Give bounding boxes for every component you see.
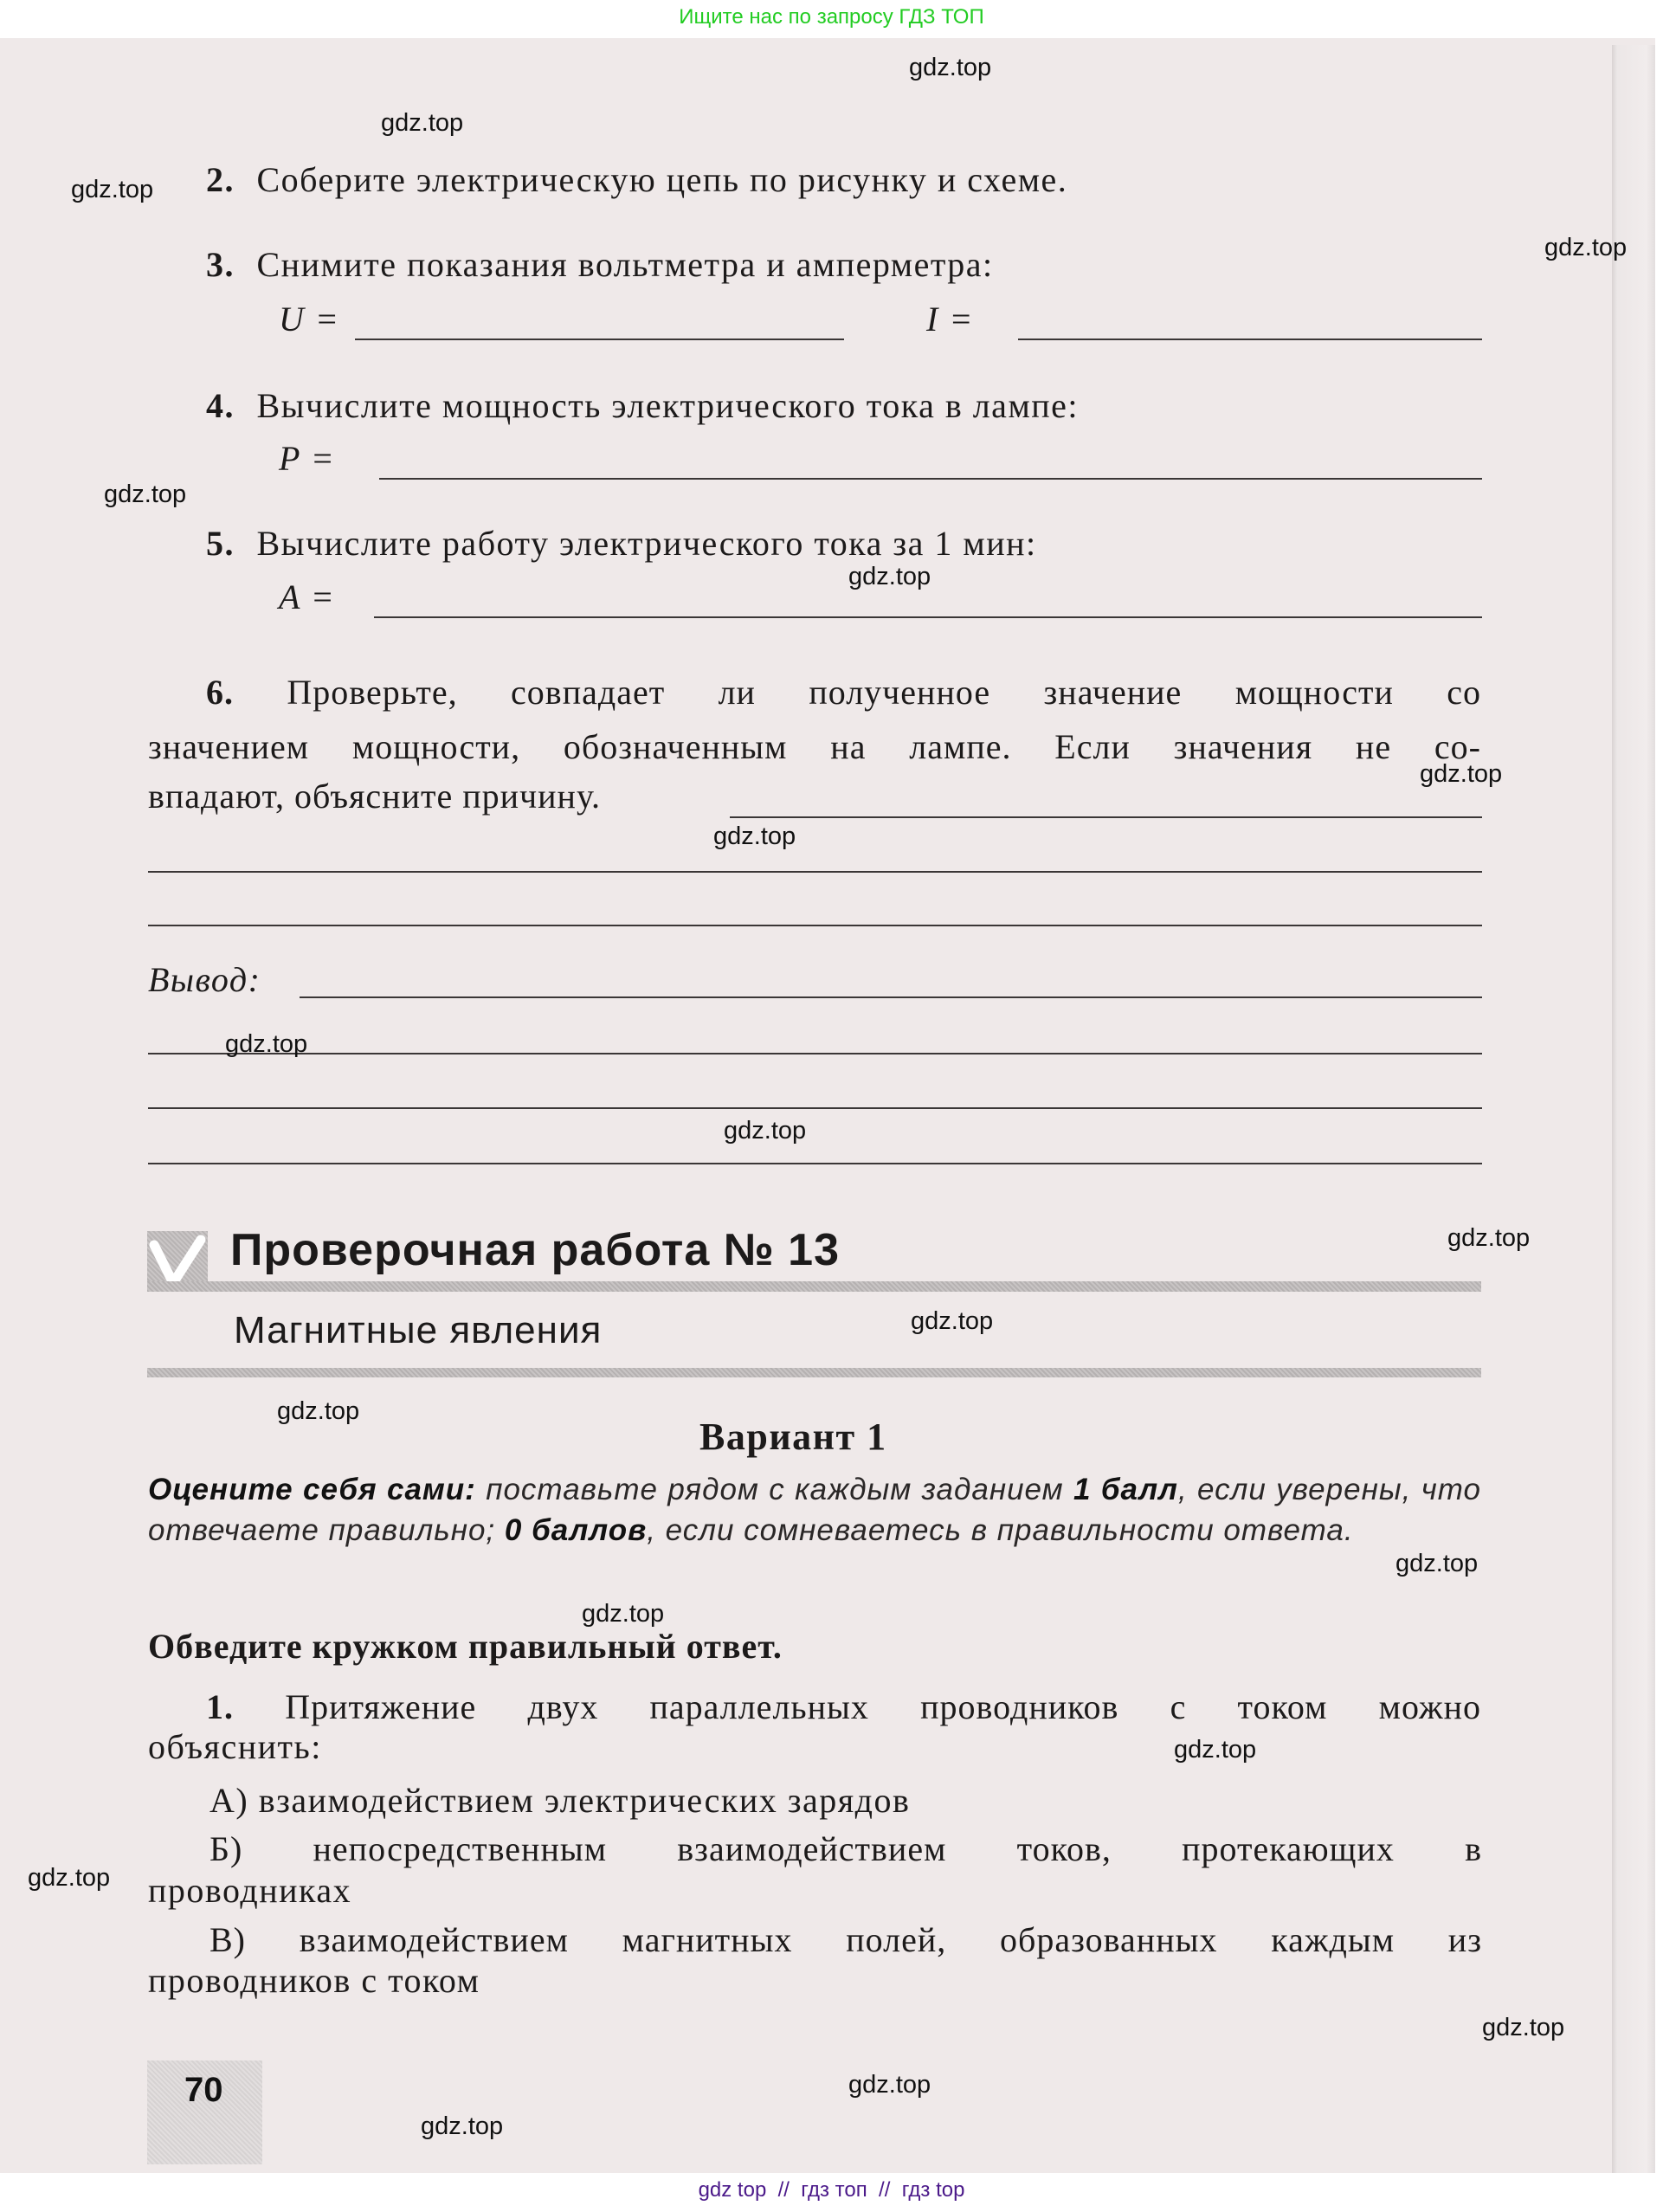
- watermark: gdz.top: [724, 1117, 807, 1145]
- bottom-banner: [0, 2173, 1663, 2212]
- self-check-note: [148, 1469, 1481, 1551]
- task-6-answer-line-1[interactable]: [730, 816, 1482, 818]
- watermark: gdz.top: [381, 109, 464, 137]
- task-2: [206, 159, 1067, 200]
- option-a[interactable]: А) взаимодействием электрических зарядов: [209, 1781, 911, 1820]
- watermark: gdz.top: [909, 54, 992, 81]
- watermark: gdz.top: [1447, 1224, 1531, 1252]
- watermark: gdz.top: [1544, 234, 1628, 261]
- task-6-line-3: впадают, объясните причину.: [148, 777, 601, 816]
- question-1-number: 1.: [206, 1687, 234, 1726]
- task-6-answer-line-2[interactable]: [148, 871, 1482, 873]
- conclusion-line-3[interactable]: [148, 1107, 1482, 1109]
- task-3-text: Снимите показания вольтметра и амперметра:: [256, 245, 994, 284]
- variant-title: Вариант 1: [699, 1416, 887, 1458]
- watermark: gdz.top: [28, 1864, 111, 1892]
- instruction: Обведите кружком правильный ответ.: [148, 1627, 783, 1666]
- one-point-label: 1 балл: [1073, 1473, 1178, 1506]
- task-4-text: Вычислите мощность электрического тока в лампе:: [256, 386, 1080, 425]
- heading-divider: [147, 1281, 1481, 1292]
- conclusion-line-1[interactable]: [300, 996, 1482, 998]
- conclusion-line-2[interactable]: [148, 1053, 1482, 1054]
- task-5-text: Вычислите работу электрического тока за 1 мин:: [256, 524, 1037, 563]
- self-check-text-2: , если уверены, что отвечаете правильно;: [148, 1473, 1482, 1547]
- power-answer-line[interactable]: [379, 478, 1482, 480]
- self-check-text-3: , если сомневаетесь в правильности ответа.: [647, 1513, 1354, 1547]
- zero-points-label: 0 баллов: [504, 1513, 648, 1547]
- section-title: Проверочная работа № 13: [230, 1225, 841, 1275]
- page-fold-shadow: [1612, 45, 1655, 2173]
- watermark: gdz.top: [582, 1600, 665, 1628]
- top-banner-text: Ищите нас по запросу ГДЗ ТОП: [679, 5, 984, 29]
- question-1-text: Притяжение двух параллельных проводников с током можно: [285, 1687, 1481, 1726]
- voltage-label: U =: [279, 300, 340, 339]
- watermark: gdz.top: [1482, 2014, 1565, 2041]
- current-answer-line[interactable]: [1018, 339, 1482, 340]
- self-check-lead: Оцените себя сами:: [148, 1473, 476, 1506]
- voltage-answer-line[interactable]: [355, 339, 844, 340]
- watermark: gdz.top: [911, 1307, 994, 1335]
- work-label: A =: [279, 577, 336, 616]
- watermark: gdz.top: [713, 822, 796, 850]
- task-6-line-2: значением мощности, обозначенным на лампе. Если значения не со-: [148, 727, 1481, 766]
- question-1-line-2: объяснить:: [148, 1727, 322, 1766]
- watermark: gdz.top: [1174, 1736, 1257, 1764]
- watermark: gdz.top: [277, 1397, 360, 1425]
- task-4: [206, 385, 1079, 426]
- task-5: [206, 523, 1037, 564]
- section-subtitle: Магнитные явления: [234, 1309, 603, 1351]
- task-6-number: 6.: [206, 673, 234, 712]
- power-label: P =: [279, 439, 336, 478]
- watermark: gdz.top: [421, 2112, 504, 2140]
- task-6-text-1: Проверьте, совпадает ли полученное значение мощности со: [287, 673, 1482, 712]
- task-5-number: 5.: [206, 524, 235, 563]
- option-c-line-2[interactable]: проводников с током: [148, 1961, 480, 2000]
- watermark: gdz.top: [71, 176, 154, 203]
- option-c-line-1[interactable]: В) взаимодействием магнитных полей, образованных каждым из: [209, 1920, 1482, 1959]
- watermark: gdz.top: [848, 2071, 931, 2099]
- task-6-line-1: [148, 665, 1481, 719]
- self-check-text-1: поставьте рядом с каждым заданием: [475, 1473, 1073, 1506]
- watermark: gdz.top: [225, 1030, 308, 1058]
- watermark: gdz.top: [848, 563, 931, 590]
- current-label: I =: [926, 300, 974, 339]
- option-b-line-2[interactable]: проводниках: [148, 1871, 352, 1910]
- top-banner: [0, 0, 1663, 38]
- task-2-text: Соберите электрическую цепь по рисунку и схеме.: [256, 160, 1068, 199]
- watermark: gdz.top: [1396, 1550, 1479, 1577]
- page-number-box: [147, 2060, 262, 2164]
- conclusion-line-4[interactable]: [148, 1163, 1482, 1164]
- task-2-number: 2.: [206, 160, 235, 199]
- watermark: gdz.top: [1420, 760, 1503, 788]
- task-6-answer-line-3[interactable]: [148, 925, 1482, 926]
- task-3-number: 3.: [206, 245, 235, 284]
- task-3: [206, 244, 994, 285]
- watermark: gdz.top: [104, 480, 187, 508]
- option-b-line-1[interactable]: Б) непосредственным взаимодействием токов, протекающих в: [209, 1829, 1482, 1868]
- page-number: 70: [184, 2071, 223, 2109]
- task-4-number: 4.: [206, 386, 235, 425]
- work-answer-line[interactable]: [374, 616, 1482, 618]
- bottom-banner-text: gdz top // гдз топ // гдз top: [698, 2178, 965, 2202]
- question-1-line-1: [148, 1680, 1481, 1734]
- conclusion-label: Вывод:: [148, 960, 261, 999]
- subtitle-divider: [147, 1368, 1481, 1377]
